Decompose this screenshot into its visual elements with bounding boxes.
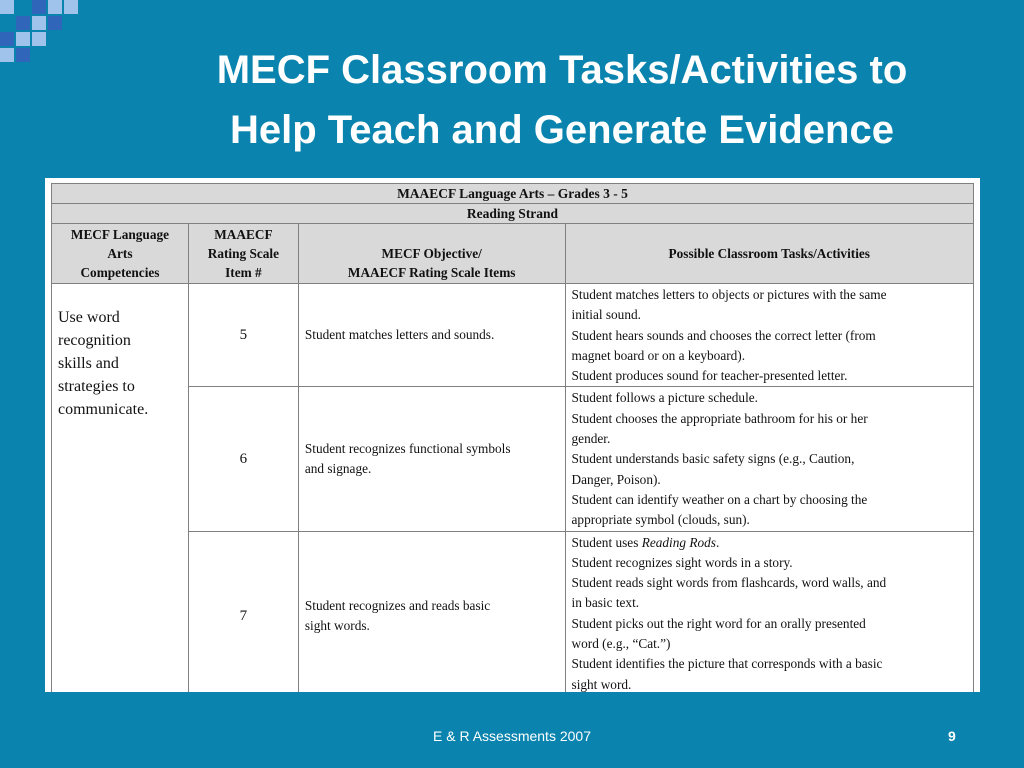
corner-decoration — [0, 0, 80, 60]
table-row — [52, 284, 974, 387]
header-tasks: Possible Classroom Tasks/Activities — [565, 224, 973, 284]
tasks-cell: Student follows a picture schedule. Student chooses the appropriate bathroom for his or her gender. Student understands basic safety signs (e.g., Caution, Danger, Poison). Student can identify weather on a chart by choosing the appropriate symbol (clouds, sun). — [565, 387, 973, 531]
header-competency: MECF Language Arts Competencies — [52, 224, 189, 284]
table-row — [52, 387, 974, 531]
objective-cell: Student recognizes and reads basic sight words. — [298, 531, 565, 692]
tasks-cell: Student matches letters to objects or pictures with the same initial sound. Student hears sounds and chooses the correct letter (from magnet board or on a keyboard). Student produces sound for teacher-presented letter. — [565, 284, 973, 387]
strand-title: Reading Strand — [52, 204, 974, 224]
slide-title — [100, 40, 1024, 160]
tasks-cell: Student uses Reading Rods. Student recognizes sight words in a story. Student reads sight words from flashcards, word walls, and in basic text. Student picks out the right word for an orally presented word (e.g., “Cat.”) Student identifies the picture that corresponds with a basic sight word. — [565, 531, 973, 692]
objective-cell: Student matches letters and sounds. — [298, 284, 565, 387]
page-number: 9 — [948, 728, 956, 744]
table-row — [52, 531, 974, 692]
item-number: 5 — [188, 284, 298, 387]
item-number: 6 — [188, 387, 298, 531]
header-objective: MECF Objective/ MAAECF Rating Scale Items — [298, 224, 565, 284]
header-item: MAAECF Rating Scale Item # — [188, 224, 298, 284]
item-number: 7 — [188, 531, 298, 692]
table-title: MAAECF Language Arts – Grades 3 - 5 — [52, 184, 974, 204]
table-image — [45, 178, 980, 692]
footer-text: E & R Assessments 2007 — [433, 728, 591, 744]
competency-cell: Use word recognition skills and strategies to communicate. — [52, 284, 189, 693]
title-line-1: MECF Classroom Tasks/Activities to — [216, 48, 908, 92]
competency-table — [51, 183, 974, 692]
title-line-2: Help Teach and Generate Evidence — [230, 108, 894, 152]
objective-cell: Student recognizes functional symbols and signage. — [298, 387, 565, 531]
